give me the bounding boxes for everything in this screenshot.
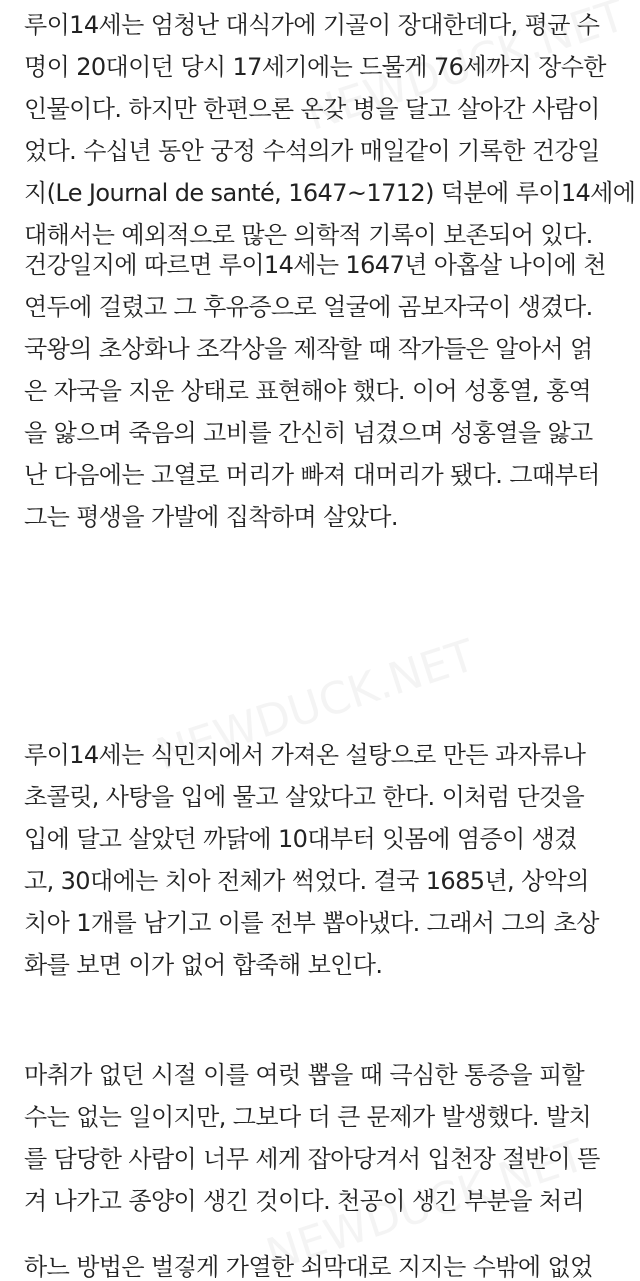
text-line: 난 다음에는 고열로 머리가 빠져 대머리가 됐다. 그때부터 <box>24 461 600 489</box>
text-line: 국왕의 초상화나 조각상을 제작할 때 작가들은 알아서 얽 <box>24 335 593 363</box>
paragraph-4 <box>24 1054 624 1222</box>
text-line: 은 자국을 지운 상태로 표현해야 했다. 이어 성홍열, 홍역 <box>24 377 592 405</box>
text-line: 었다. 수십년 동안 궁정 수석의가 매일같이 기록한 건강일 <box>24 137 600 165</box>
text-line: 고, 30대에는 치아 전체가 썩었다. 결국 1685년, 상악의 <box>24 867 589 895</box>
text-line: 루이14세는 식민지에서 가져온 설탕으로 만든 과자류나 <box>24 741 586 769</box>
text-line: 건강일지에 따르면 루이14세는 1647년 아홉살 나이에 천 <box>24 251 606 279</box>
text-line: 연두에 걸렸고 그 후유증으로 얼굴에 곰보자국이 생겼다. <box>24 293 593 321</box>
text-line: 그는 평생을 가발에 집착하며 살았다. <box>24 503 398 531</box>
text-line: 을 앓으며 죽음의 고비를 간신히 넘겼으며 성홍열을 앓고 <box>24 419 593 447</box>
cut-off-line-container <box>0 1254 640 1280</box>
text-line: 하느 방법은 벌겋게 가열한 쇠막대로 지지는 수밖에 없었 <box>24 1254 593 1280</box>
text-line: 인물이다. 하지만 한편으론 온갖 병을 달고 살아간 사람이 <box>24 95 600 123</box>
text-line: 화를 보면 이가 없어 합죽해 보인다. <box>24 951 383 979</box>
text-line: 수는 없는 일이지만, 그보다 더 큰 문제가 발생했다. 발치 <box>24 1103 592 1131</box>
text-line: 입에 달고 살았던 까닭에 10대부터 잇몸에 염증이 생겼 <box>24 825 577 853</box>
paragraph-2 <box>24 244 624 538</box>
text-line: 지(Le Journal de santé, 1647~1712) 덕분에 루이14세에 <box>24 179 636 207</box>
text-line: 치아 1개를 남기고 이를 전부 뽑아냈다. 그래서 그의 초상 <box>24 909 599 937</box>
text-line: 를 담당한 사람이 너무 세게 잡아당겨서 입천장 절반이 뜯 <box>24 1145 600 1173</box>
text-line: 초콜릿, 사탕을 입에 물고 살았다고 한다. 이처럼 단것을 <box>24 783 585 811</box>
text-line: 명이 20대이던 당시 17세기에는 드물게 76세까지 장수한 <box>24 53 606 81</box>
paragraph-3 <box>24 734 624 986</box>
text-line: 겨 나가고 종양이 생긴 것이다. 천공이 생긴 부분을 처리 <box>24 1187 585 1215</box>
paragraph-1 <box>24 4 636 256</box>
text-line: 마취가 없던 시절 이를 여럿 뽑을 때 극심한 통증을 피할 <box>24 1061 585 1089</box>
text-line: 대해서는 예외적으로 많은 의학적 기록이 보존되어 있다. <box>24 221 593 249</box>
text-line: 루이14세는 엄청난 대식가에 기골이 장대한데다, 평균 수 <box>24 11 600 39</box>
